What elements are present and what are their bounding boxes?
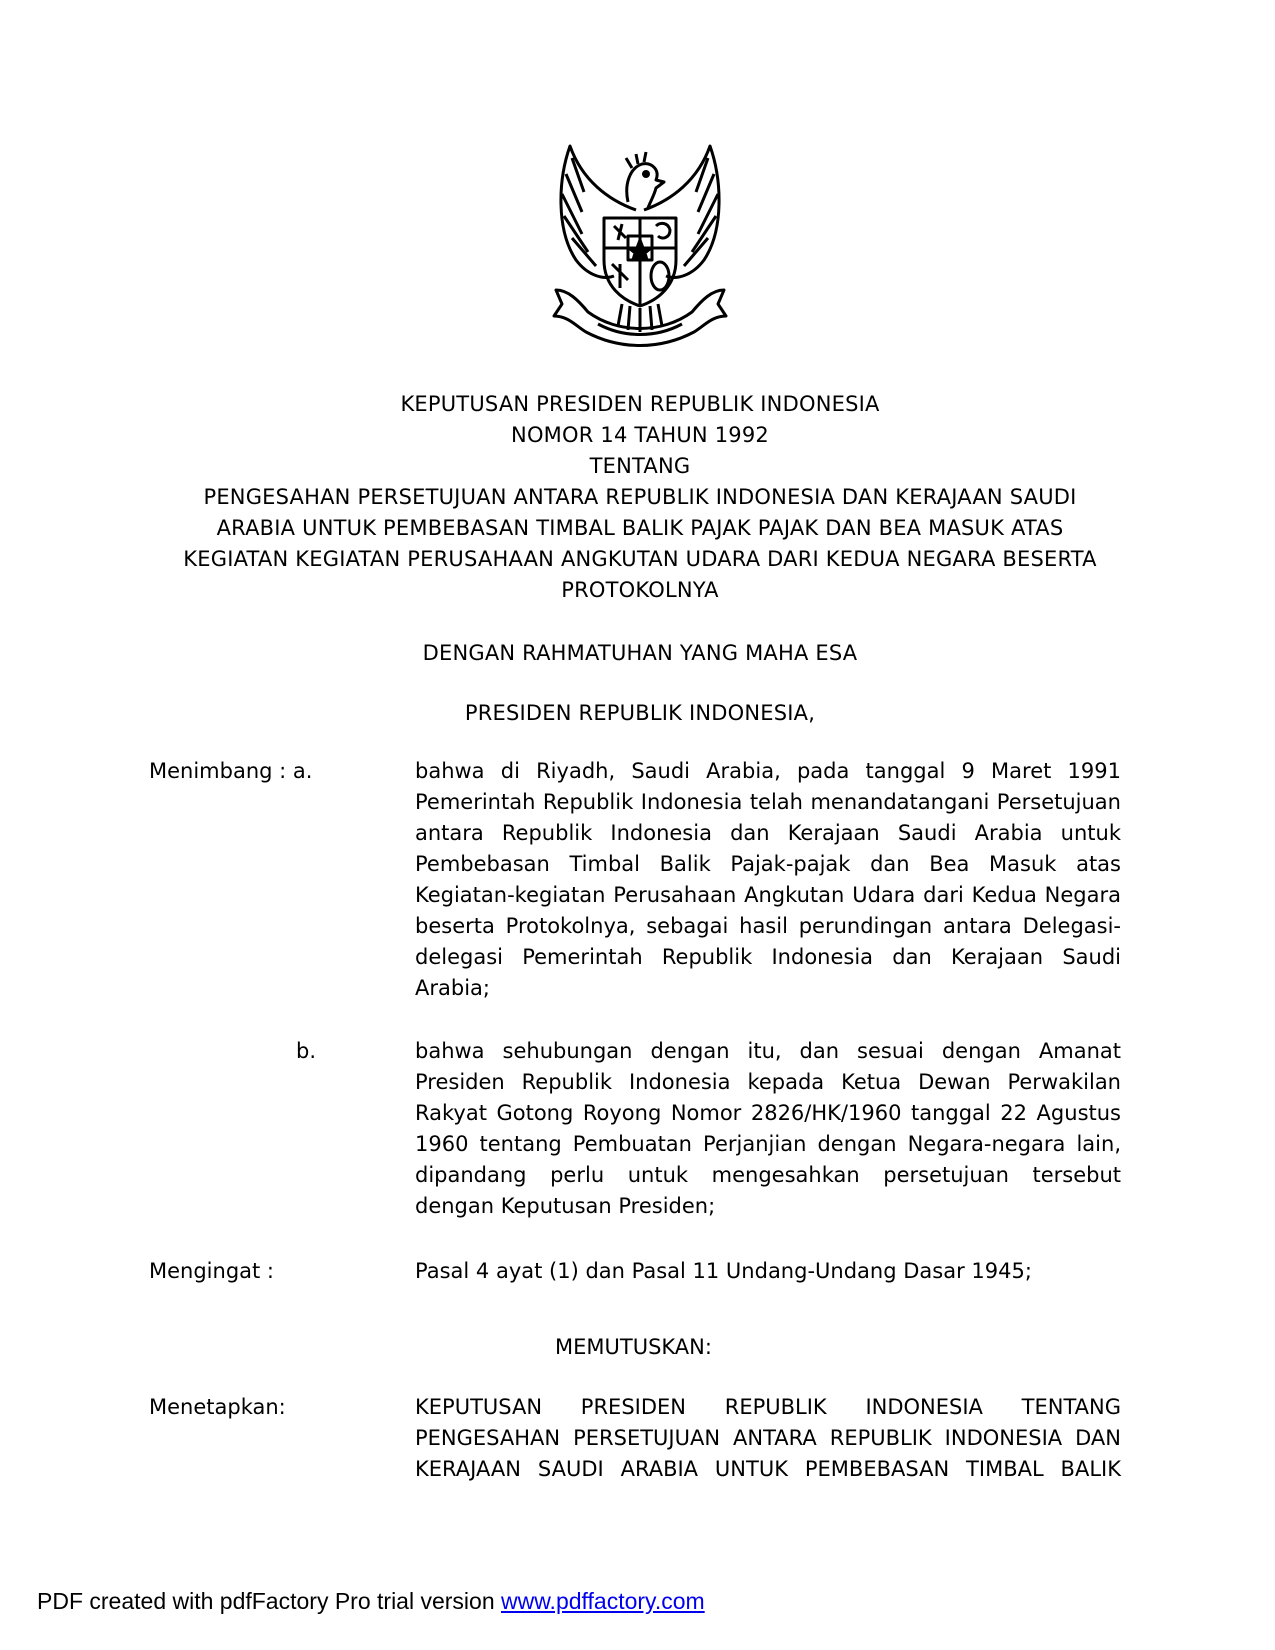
menetapkan-text: KEPUTUSAN PRESIDEN REPUBLIK INDONESIA TENTANG PENGESAHAN PERSETUJUAN ANTARA REPUBLIK INDONESIA DAN KERAJAAN SAUDI ARABIA UNTUK PEMBEBASAN TIMBAL BALIK	[415, 1395, 1121, 1481]
title-line: ARABIA UNTUK PEMBEBASAN TIMBAL BALIK PAJAK PAJAK DAN BEA MASUK ATAS	[216, 516, 1064, 540]
title-line: TENTANG	[589, 454, 691, 478]
footer-text: PDF created with pdfFactory Pro trial version	[37, 1588, 501, 1614]
menimbang-label: Menimbang : a.	[149, 759, 313, 783]
menimbang-b-marker: b.	[296, 1039, 317, 1063]
title-line: PROTOKOLNYA	[561, 578, 719, 602]
decree-title	[140, 389, 1140, 606]
memutuskan-heading: MEMUTUSKAN:	[555, 1335, 712, 1359]
title-line: PENGESAHAN PERSETUJUAN ANTARA REPUBLIK INDONESIA DAN KERAJAAN SAUDI	[203, 485, 1077, 509]
menimbang-b-text: bahwa sehubungan dengan itu, dan sesuai dengan Amanat Presiden Republik Indonesia kepada Ketua Dewan Perwakilan Rakyat Gotong Royong Nomor 2826/HK/1960 tanggal 22 Agustus 1960 tentang Pembuatan Perjanjian dengan Negara-negara lain, dipandang perlu untuk mengesahkan persetujuan tersebut dengan Keputusan Presiden;	[415, 1039, 1121, 1218]
garuda-pancasila-emblem-icon	[548, 140, 732, 352]
pdf-footer	[37, 1586, 705, 1616]
menimbang-a-text: bahwa di Riyadh, Saudi Arabia, pada tanggal 9 Maret 1991 Pemerintah Republik Indonesia telah menandatangani Persetujuan antara Republik Indonesia dan Kerajaan Saudi Arabia untuk Pembebasan Timbal Balik Pajak-pajak dan Bea Masuk atas Kegiatan-kegiatan Perusahaan Angkutan Udara dari Kedua Negara beserta Protokolnya, sebagai hasil perundingan antara Delegasi-delegasi Pemerintah Republik Indonesia dan Kerajaan Saudi Arabia;	[415, 759, 1121, 1000]
title-line: NOMOR 14 TAHUN 1992	[511, 423, 769, 447]
title-line: KEGIATAN KEGIATAN PERUSAHAAN ANGKUTAN UDARA DARI KEDUA NEGARA BESERTA	[183, 547, 1097, 571]
title-line: KEPUTUSAN PRESIDEN REPUBLIK INDONESIA	[400, 392, 880, 416]
menetapkan-label: Menetapkan:	[149, 1395, 286, 1419]
president-line: PRESIDEN REPUBLIK INDONESIA,	[464, 701, 816, 725]
blessing-line: DENGAN RAHMATUHAN YANG MAHA ESA	[422, 641, 858, 665]
mengingat-text: Pasal 4 ayat (1) dan Pasal 11 Undang-Undang Dasar 1945;	[415, 1259, 1032, 1283]
pdffactory-link[interactable]: www.pdffactory.com	[501, 1588, 705, 1614]
mengingat-label: Mengingat :	[149, 1259, 275, 1283]
